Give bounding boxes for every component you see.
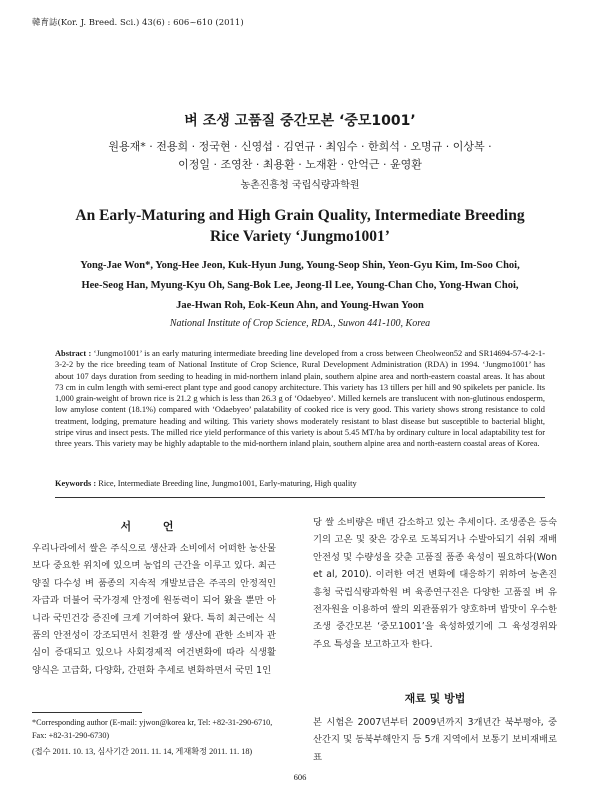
- authors-english: [40, 256, 560, 316]
- page-number: 606: [293, 772, 307, 782]
- keywords-text: Rice, Intermediate Breeding line, Jungmo1001, Early-maturing, High quality: [98, 479, 357, 488]
- affiliation-english: National Institute of Crop Science, RDA., Suwon 441-100, Korea: [169, 318, 431, 329]
- methods-heading: 재료 및 방법: [404, 692, 466, 705]
- abstract: [55, 348, 545, 450]
- footnote-correspondence: *Corresponding author (E-mail: yjwon@korea kr, Tel: +82-31-290-6710, Fax: +82-31-290-6730): [32, 718, 273, 740]
- authors-korean-line: 원용재* · 전용희 · 정국현 · 신영섭 · 김연규 · 최임수 · 한희석 · 오명규 · 이상복 ·: [108, 140, 492, 153]
- affiliation-korean: 농촌진흥청 국립식량과학원: [240, 180, 360, 191]
- abstract-divider: [55, 497, 545, 498]
- title-english-line: Rice Variety ‘Jungmo1001’: [210, 228, 390, 245]
- journal-citation: 韓育誌(Kor. J. Breed. Sci.) 43(6) : 606~610 (2011): [32, 18, 244, 28]
- abstract-text: ‘Jungmo1001’ is an early maturing intermediate breeding line developed from a cross between Cheolweon52 and SR14694-57-4-2-1-3-2-2 by the rice breeding team of National Institute of Crop Science, Rural Development Administration (RDA) in 1994. ‘Jungmo1001’ has about 107 days duration from seeding to heading in mid-northern inland plain, southern alpine area and north-eastern coastal areas. It has about 73 cm in culm length with semi-erect plant type and good canopy architecture. This variety has 13 tillers per hill and 90 spikelets per panicle. Its 1,000 grain-weight of brown rice is 21.2 g which is less than 26.3 g of ‘Odaebyeo’. Milled kernels are translucent with non-glutinous endosperm, low amylose content (18.1%) compared with ‘Odaebyeo’ palatability of cooked rice is very good. This variety shows strong resistance to cold treatment, lodging, premature heading and wilting. This variety shows moderately resistant to blast disease but susceptible to bacterial blight, stripe virus and insect pests. The milled rice yield performance of this variety is about 5.45 MT/ha by ordinary culture in local adaptability test for three years. This variety may be highly adaptable to the mid-northern inland plain, southern alpine area and north-eastern coastal areas of Korea.: [55, 349, 545, 449]
- authors-english-line: Jae-Hwan Roh, Eok-Keun Ahn, and Young-Hwan Yoon: [176, 300, 424, 311]
- intro-right-column: 당 쌀 소비량은 매년 감소하고 있는 추세이다. 조생종은 등숙기의 고온 및 잦은 강우로 도복되거나 수발아되기 쉬워 재배 안전성 및 수량성을 갖춘 고품질 품종 육성이 필요하다(Won et al, 2010). 이러한 여건 변화에 대응하기 위하여 농촌진흥청 국립식량과학원 벼 육종연구진은 다양한 고품질 벼 유전자원을 이용하여 쌀의 외관품위가 양호하며 밥맛이 우수한 조생 중간모본 ‘중모1001’을 육성하였기에 그 육성경위와 주요 특성을 보고하고자 한다.: [313, 517, 557, 650]
- authors-english-line: Hee-Seog Han, Myung-Kyu Oh, Sang-Bok Lee, Jeong-Il Lee, Young-Chan Cho, Yong-Hwan Choi,: [81, 280, 519, 291]
- intro-heading: 서 언: [120, 520, 188, 533]
- authors-english-line: Yong-Jae Won*, Yong-Hee Jeon, Kuk-Hyun Jung, Young-Seop Shin, Yeon-Gyu Kim, Im-Soo Choi,: [80, 260, 520, 271]
- footnote-divider: [32, 712, 142, 713]
- authors-korean-line: 이정일 · 조영찬 · 최용환 · 노재환 · 안억근 · 윤영환: [178, 158, 422, 171]
- abstract-label: Abstract :: [55, 349, 92, 358]
- keywords-label: Keywords :: [55, 479, 97, 488]
- authors-korean: [40, 138, 560, 174]
- title-english: [40, 205, 560, 247]
- title-english-line: An Early-Maturing and High Grain Quality, Intermediate Breeding: [75, 207, 525, 224]
- footnote-dates: (접수 2011. 10. 13, 심사기간 2011. 11. 14, 게재확정 2011. 11. 18): [32, 747, 253, 756]
- title-korean: 벼 조생 고품질 중간모본 ‘중모1001’: [184, 113, 416, 129]
- keywords: [55, 479, 545, 488]
- methods-text: 본 시험은 2007년부터 2009년까지 3개년간 북부평야, 중산간지 및 동북부해안지 등 5개 지역에서 보통기 보비재배로 표: [313, 717, 557, 763]
- intro-left-column: 우리나라에서 쌀은 주식으로 생산과 소비에서 어떠한 농산물보다 중요한 위치에 있으며 농업의 근간을 이루고 있다. 최근 양질 다수성 벼 품종의 지속적 개발보급은 주곡의 안정적인 자급과 더불어 국가경제 안정에 원동력이 되어 왔을 뿐만 아니라 국민건강 증진에 크게 기여하여 왔다. 특히 최근에는 식품의 안전성이 강조되면서 친환경 쌀 생산에 관한 소비자 관심이 증대되고 있으나 사회경제적 여건변화에 따라 식생활 양식은 고급화, 다양화, 간편화 추세로 변화하면서 국민 1인: [32, 543, 276, 676]
